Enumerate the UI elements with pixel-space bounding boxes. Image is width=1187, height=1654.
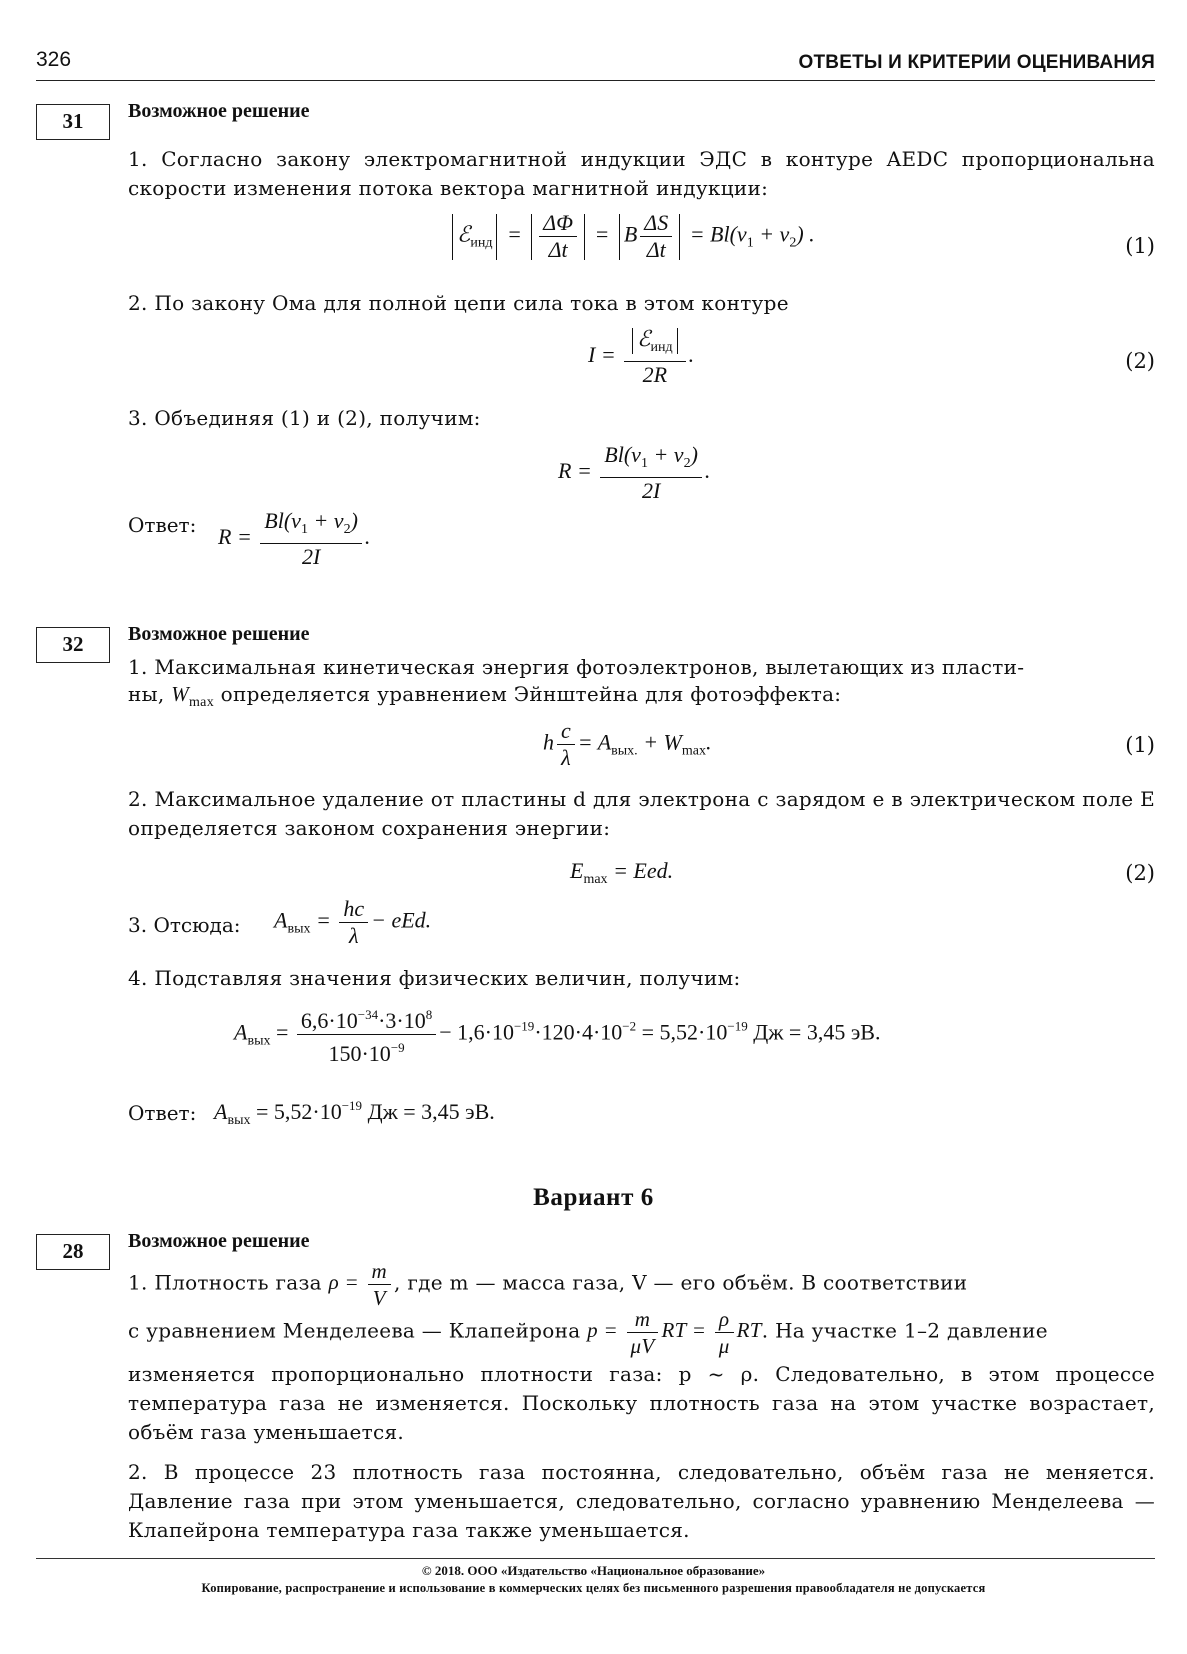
header-divider xyxy=(36,80,1155,81)
problem-31-eq-1-label: (1) xyxy=(1125,234,1155,258)
problem-32-calculation: $A_{вых}$ = $\frac{6,6\cdot 10^{-34}\cdot 3\cdot 10^8}{150\cdot 10^{-9}}$ − $1,6\cdot 10^{-19}\cdot 120\cdot 4\cdot 10^{-2} = 5,52\cdot 10^{-19}$ Дж = 3,45 эВ. xyxy=(234,1002,880,1067)
variant-heading: Вариант 6 xyxy=(533,1184,654,1211)
problem-31-answer-formula: R = $\frac{Bl(v_1 + v_2)}{2I}$ . xyxy=(218,508,371,569)
problem-32-eq-2-label: (2) xyxy=(1125,861,1155,885)
problem-31-equation-1: ℰ$_{инд}$ = $\frac{\Delta\Phi}{\Delta t}$ = B $\frac{\Delta S}{\Delta t}$ = $Bl(v_1 + v_2)$ . xyxy=(448,210,815,263)
problem-32-equation-1: h $\frac{c}{\lambda}$ = $A_{вых.} + W_{max}$. xyxy=(543,718,712,770)
problem-31-equation-3: R = $\frac{Bl(v_1 + v_2)}{2I}$ . xyxy=(558,442,711,503)
problem-31-number-box: 31 xyxy=(36,104,110,140)
problem-32-heading: Возможное решение xyxy=(128,623,310,645)
problem-32-answer-label: Ответ: xyxy=(128,1101,197,1125)
problem-28-heading: Возможное решение xyxy=(128,1230,310,1252)
problem-32-step-2: 2. Максимальное удаление от пластины d для электрона с зарядом e в электрическом поле E определяется законом сохранения энергии: xyxy=(128,787,1155,840)
page-number: 326 xyxy=(36,48,72,71)
running-header-title: ОТВЕТЫ И КРИТЕРИИ ОЦЕНИВАНИЯ xyxy=(798,52,1155,73)
problem-32-number-box: 32 xyxy=(36,627,110,663)
problem-31-equation-2: I = $\frac{ℰ_{инд}}{2R}$ . xyxy=(588,326,695,387)
footer-divider xyxy=(36,1558,1155,1559)
problem-28-step-1-line-1: 1. Плотность газа ρ = $\frac{m}{V}$ , где m — масса газа, V — его объём. В соответствии xyxy=(128,1259,968,1310)
footer-notice: Копирование, распространение и использование в коммерческих целях без письменного разрешения правообладателя не допускается xyxy=(201,1581,986,1595)
problem-32-step-3-label: 3. Отсюда: xyxy=(128,913,241,937)
problem-28-step-1-line-2: с уравнением Менделеева — Клапейрона p = $\frac{m}{\mu V}$ RT = $\frac{\rho}{\mu}$ RT. На участке 1–2 давление xyxy=(128,1307,1048,1358)
problem-31-answer-label: Ответ: xyxy=(128,513,197,537)
problem-31-step-3: 3. Объединяя (1) и (2), получим: xyxy=(128,406,481,430)
problem-32-eq-1-label: (1) xyxy=(1125,733,1155,757)
problem-32-equation-3: $A_{вых}$ = $\frac{hc}{\lambda}$ − eEd. xyxy=(274,896,432,948)
problem-31-heading: Возможное решение xyxy=(128,100,310,122)
problem-28-step-1-rest: изменяется пропорционально плотности газа: p ~ ρ. Следовательно, в этом процессе температура газа не изменяется. Поскольку плотность газа на этом участке возрастает, объём газа уменьшается. xyxy=(128,1362,1155,1444)
problem-31-eq-2-label: (2) xyxy=(1125,349,1155,373)
problem-31-step-2: 2. По закону Ома для полной цепи сила тока в этом контуре xyxy=(128,291,789,315)
problem-32-step-4: 4. Подставляя значения физических величин, получим: xyxy=(128,966,741,990)
problem-32-answer-formula: $A_{вых} = 5,52\cdot 10^{-19}$ Дж = 3,45 эВ. xyxy=(214,1098,495,1128)
problem-28-number-box: 28 xyxy=(36,1234,110,1270)
problem-32-step-1-line-2: ны, $W_{max}$ определяется уравнением Эйнштейна для фотоэффекта: xyxy=(128,682,842,710)
problem-28-step-2: 2. В процессе 23 плотность газа постоянна, следовательно, объём газа не меняется. Давление газа при этом уменьшается, следовательно, согласно уравнению Менделеева — Клапейрона температура газа также уменьшается. xyxy=(128,1460,1155,1542)
problem-32-equation-2: $E_{max}$ = Eed. xyxy=(570,858,674,887)
footer-copyright: © 2018. ООО «Издательство «Национальное образование» xyxy=(421,1563,766,1578)
problem-31-step-1: 1. Согласно закону электромагнитной индукции ЭДС в контуре AEDC пропорциональна скорости изменения потока вектора магнитной индукции: xyxy=(128,147,1155,200)
problem-32-step-1-line-1: 1. Максимальная кинетическая энергия фотоэлектронов, вылетающих из пласти- xyxy=(128,655,1025,679)
